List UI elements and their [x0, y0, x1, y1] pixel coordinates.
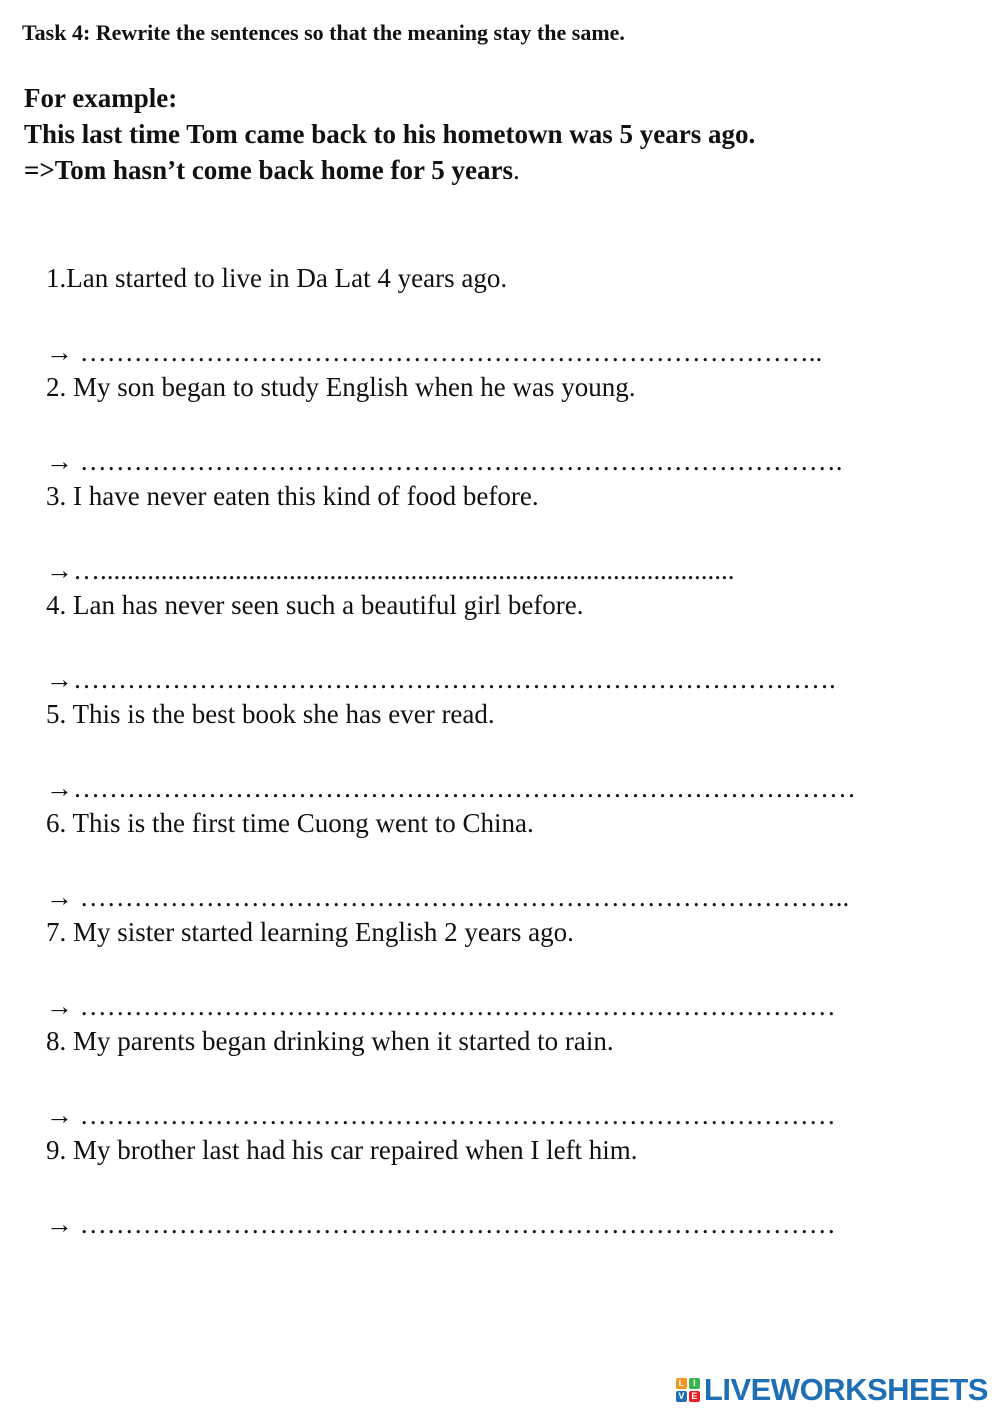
- logo-letter-v: V: [676, 1391, 687, 1402]
- example-heading: For example:: [24, 83, 178, 113]
- logo-letter-i: I: [689, 1378, 700, 1389]
- answer-line-4[interactable]: →………………………………………………………………………….: [46, 664, 836, 694]
- question-6: 6. This is the first time Cuong went to China.: [46, 808, 534, 838]
- example-rewrite: [24, 152, 755, 188]
- question-9: 9. My brother last had his car repaired when I left him.: [46, 1135, 638, 1165]
- question-2: 2. My son began to study English when he was young.: [46, 372, 636, 402]
- liveworksheets-brand[interactable]: [676, 1372, 988, 1408]
- answer-line-8[interactable]: → …………………………………………………………………………: [46, 1100, 836, 1130]
- example-sentence: This last time Tom came back to his hometown was 5 years ago.: [24, 119, 756, 149]
- logo-letter-e: E: [689, 1391, 700, 1402]
- answer-line-5[interactable]: →……………………………………………………………………………: [46, 773, 856, 803]
- task-title: Task 4: Rewrite the sentences so that the meaning stay the same.: [22, 20, 625, 45]
- question-1: 1.Lan started to live in Da Lat 4 years ago.: [46, 263, 508, 293]
- liveworksheets-wordmark: LIVEWORKSHEETS: [703, 1372, 988, 1407]
- question-3: 3. I have never eaten this kind of food before.: [46, 481, 539, 511]
- liveworksheets-logo-icon: [676, 1378, 700, 1402]
- answer-line-7[interactable]: → …………………………………………………………………………: [46, 991, 836, 1021]
- question-5: 5. This is the best book she has ever read.: [46, 699, 495, 729]
- example-period: .: [513, 155, 520, 185]
- question-4: 4. Lan has never seen such a beautiful girl before.: [46, 590, 584, 620]
- example-rewrite-text: =>Tom hasn’t come back home for 5 years: [24, 155, 513, 185]
- logo-letter-l: L: [676, 1378, 687, 1389]
- question-7: 7. My sister started learning English 2 years ago.: [46, 917, 574, 947]
- answer-line-9[interactable]: → …………………………………………………………………………: [46, 1209, 836, 1239]
- example-block: [24, 80, 755, 188]
- answer-line-1[interactable]: → ………………………………………………………………………..: [46, 337, 823, 367]
- question-8: 8. My parents began drinking when it started to rain.: [46, 1026, 614, 1056]
- answer-line-6[interactable]: → …………………………………………………………………………..: [46, 882, 850, 912]
- answer-line-2[interactable]: → ………………………………………………………………………….: [46, 446, 843, 476]
- answer-line-3[interactable]: →…..............................................................................................: [46, 555, 735, 585]
